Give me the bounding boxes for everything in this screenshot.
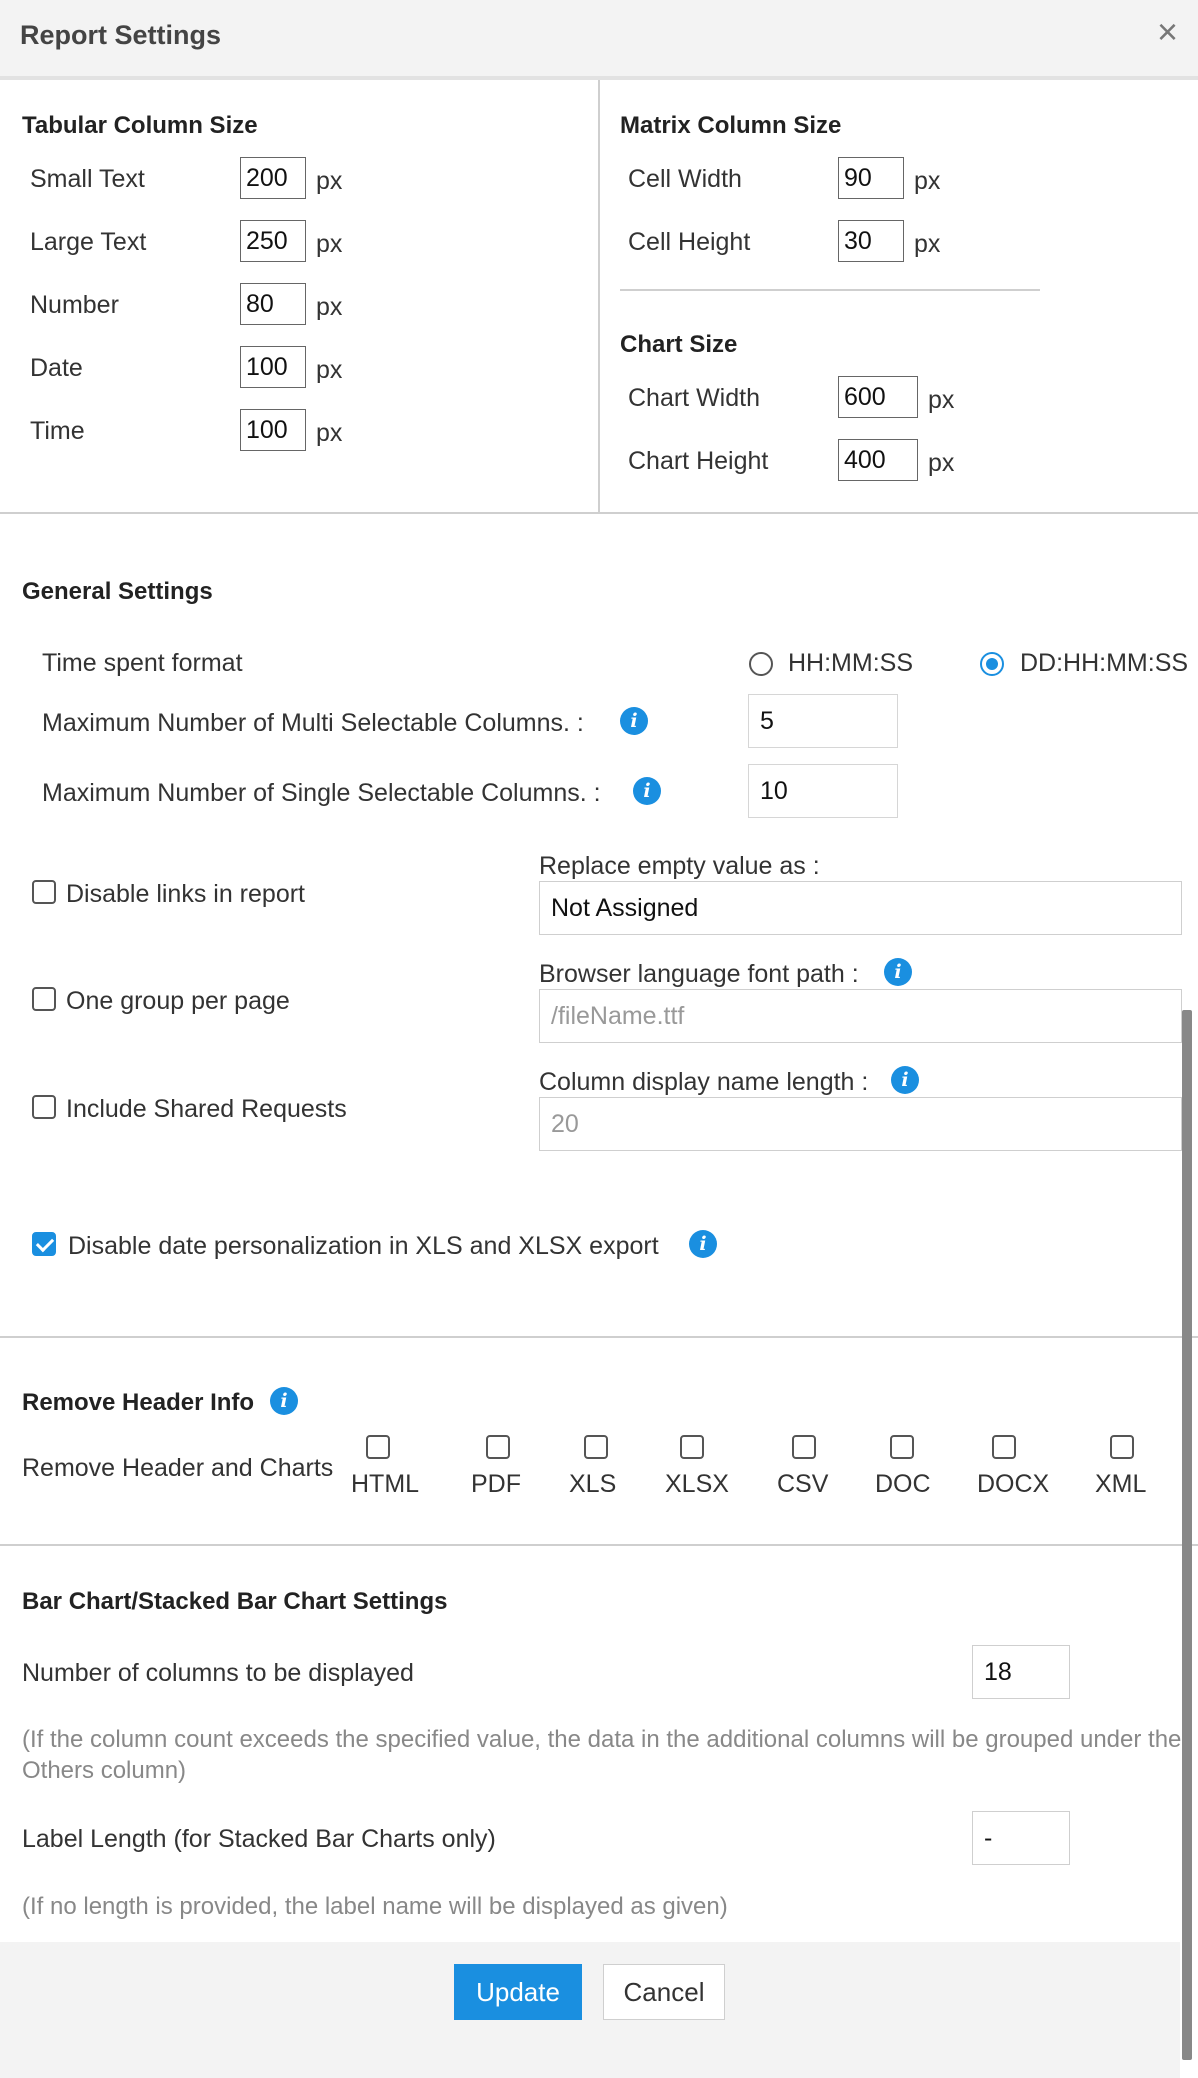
- general-settings-heading: General Settings: [22, 578, 213, 605]
- font-path-input[interactable]: /fileName.ttf: [539, 989, 1182, 1043]
- unit-label: px: [316, 293, 343, 321]
- font-path-label: Browser language font path :: [539, 960, 859, 988]
- multi-selectable-input[interactable]: 5: [748, 694, 898, 748]
- columns-displayed-label: Number of columns to be displayed: [22, 1659, 414, 1687]
- one-group-label: One group per page: [66, 987, 290, 1015]
- remove-header-heading: Remove Header Info: [22, 1389, 255, 1416]
- single-selectable-input[interactable]: 10: [748, 764, 898, 818]
- tabular-heading: Tabular Column Size: [22, 112, 258, 139]
- format-checkbox-xlsx[interactable]: [680, 1435, 704, 1459]
- large-text-input[interactable]: 250: [240, 220, 306, 262]
- bar-chart-heading: Bar Chart/Stacked Bar Chart Settings: [22, 1588, 448, 1615]
- small-text-label: Small Text: [30, 165, 145, 193]
- cancel-button[interactable]: Cancel: [603, 1964, 725, 2020]
- format-label-docx: DOCX: [977, 1470, 1050, 1498]
- small-text-input[interactable]: 200: [240, 157, 306, 199]
- single-selectable-label: Maximum Number of Single Selectable Columns. :: [42, 779, 601, 807]
- unit-label: px: [914, 167, 941, 195]
- unit-label: px: [316, 356, 343, 384]
- column-name-length-label: Column display name length :: [539, 1068, 869, 1096]
- info-icon[interactable]: i: [891, 1066, 919, 1094]
- time-input[interactable]: 100: [240, 409, 306, 451]
- info-icon[interactable]: i: [884, 958, 912, 986]
- info-icon[interactable]: i: [689, 1230, 717, 1258]
- date-input[interactable]: 100: [240, 346, 306, 388]
- unit-label: px: [928, 449, 955, 477]
- format-checkbox-csv[interactable]: [792, 1435, 816, 1459]
- time-label: Time: [30, 417, 85, 445]
- number-input[interactable]: 80: [240, 283, 306, 325]
- cell-height-input[interactable]: 30: [838, 220, 904, 262]
- format-checkbox-xml[interactable]: [1110, 1435, 1134, 1459]
- format-label-pdf: PDF: [471, 1470, 521, 1498]
- number-label: Number: [30, 291, 119, 319]
- replace-empty-input[interactable]: Not Assigned: [539, 881, 1182, 935]
- section-divider: [0, 512, 1198, 514]
- dialog-title: Report Settings: [20, 20, 222, 50]
- shared-requests-label: Include Shared Requests: [66, 1095, 347, 1123]
- format-checkbox-xls[interactable]: [584, 1435, 608, 1459]
- format-label-html: HTML: [351, 1470, 420, 1498]
- remove-header-row-label: Remove Header and Charts: [22, 1454, 334, 1482]
- column-divider: [598, 80, 600, 514]
- format-label-csv: CSV: [777, 1470, 829, 1498]
- time-format-option-label: DD:HH:MM:SS: [1020, 649, 1189, 677]
- format-label-xls: XLS: [569, 1470, 617, 1498]
- format-checkbox-doc[interactable]: [890, 1435, 914, 1459]
- large-text-label: Large Text: [30, 228, 147, 256]
- label-note: (If no length is provided, the label name will be displayed as given): [22, 1893, 728, 1920]
- dialog-footer: [0, 1942, 1180, 2078]
- columns-displayed-input[interactable]: 18: [972, 1645, 1070, 1699]
- scrollbar-thumb[interactable]: [1182, 1010, 1192, 2060]
- date-personalization-checkbox[interactable]: [32, 1232, 56, 1256]
- chart-height-input[interactable]: 400: [838, 439, 918, 481]
- dialog-header: [0, 0, 1198, 80]
- matrix-divider: [620, 289, 1040, 291]
- columns-note: (If the column count exceeds the specified value, the data in the additional columns will be grouped under the Others column): [22, 1726, 1182, 1784]
- format-checkbox-html[interactable]: [366, 1435, 390, 1459]
- time-format-label: Time spent format: [42, 649, 243, 677]
- cell-width-label: Cell Width: [628, 165, 742, 193]
- section-divider: [0, 1336, 1198, 1338]
- unit-label: px: [316, 167, 343, 195]
- chart-width-label: Chart Width: [628, 384, 760, 412]
- unit-label: px: [316, 419, 343, 447]
- cell-width-input[interactable]: 90: [838, 157, 904, 199]
- info-icon[interactable]: i: [270, 1387, 298, 1415]
- matrix-heading: Matrix Column Size: [620, 112, 842, 139]
- format-label-doc: DOC: [875, 1470, 931, 1498]
- cell-height-label: Cell Height: [628, 228, 751, 256]
- update-button[interactable]: Update: [454, 1964, 582, 2020]
- chart-height-label: Chart Height: [628, 447, 769, 475]
- time-format-option-label: HH:MM:SS: [788, 649, 913, 677]
- date-label: Date: [30, 354, 83, 382]
- unit-label: px: [316, 230, 343, 258]
- chart-width-input[interactable]: 600: [838, 376, 918, 418]
- format-checkbox-docx[interactable]: [992, 1435, 1016, 1459]
- format-label-xml: XML: [1095, 1470, 1147, 1498]
- section-divider: [0, 1544, 1198, 1546]
- replace-empty-label: Replace empty value as :: [539, 852, 820, 880]
- disable-links-label: Disable links in report: [66, 880, 305, 908]
- date-personalization-label: Disable date personalization in XLS and XLSX export: [68, 1232, 659, 1260]
- format-checkbox-pdf[interactable]: [486, 1435, 510, 1459]
- unit-label: px: [928, 386, 955, 414]
- format-label-xlsx: XLSX: [665, 1470, 729, 1498]
- one-group-checkbox[interactable]: [32, 987, 56, 1011]
- label-length-input[interactable]: -: [972, 1811, 1070, 1865]
- multi-selectable-label: Maximum Number of Multi Selectable Columns. :: [42, 709, 584, 737]
- disable-links-checkbox[interactable]: [32, 880, 56, 904]
- info-icon[interactable]: i: [633, 777, 661, 805]
- chart-size-heading: Chart Size: [620, 331, 738, 358]
- unit-label: px: [914, 230, 941, 258]
- info-icon[interactable]: i: [620, 707, 648, 735]
- column-name-length-input[interactable]: 20: [539, 1097, 1182, 1151]
- time-format-radio-ddhhmmss[interactable]: [980, 652, 1004, 676]
- time-format-radio-hhmmss[interactable]: [749, 652, 773, 676]
- label-length-label: Label Length (for Stacked Bar Charts only): [22, 1825, 496, 1853]
- shared-requests-checkbox[interactable]: [32, 1095, 56, 1119]
- close-icon[interactable]: ×: [1156, 11, 1178, 52]
